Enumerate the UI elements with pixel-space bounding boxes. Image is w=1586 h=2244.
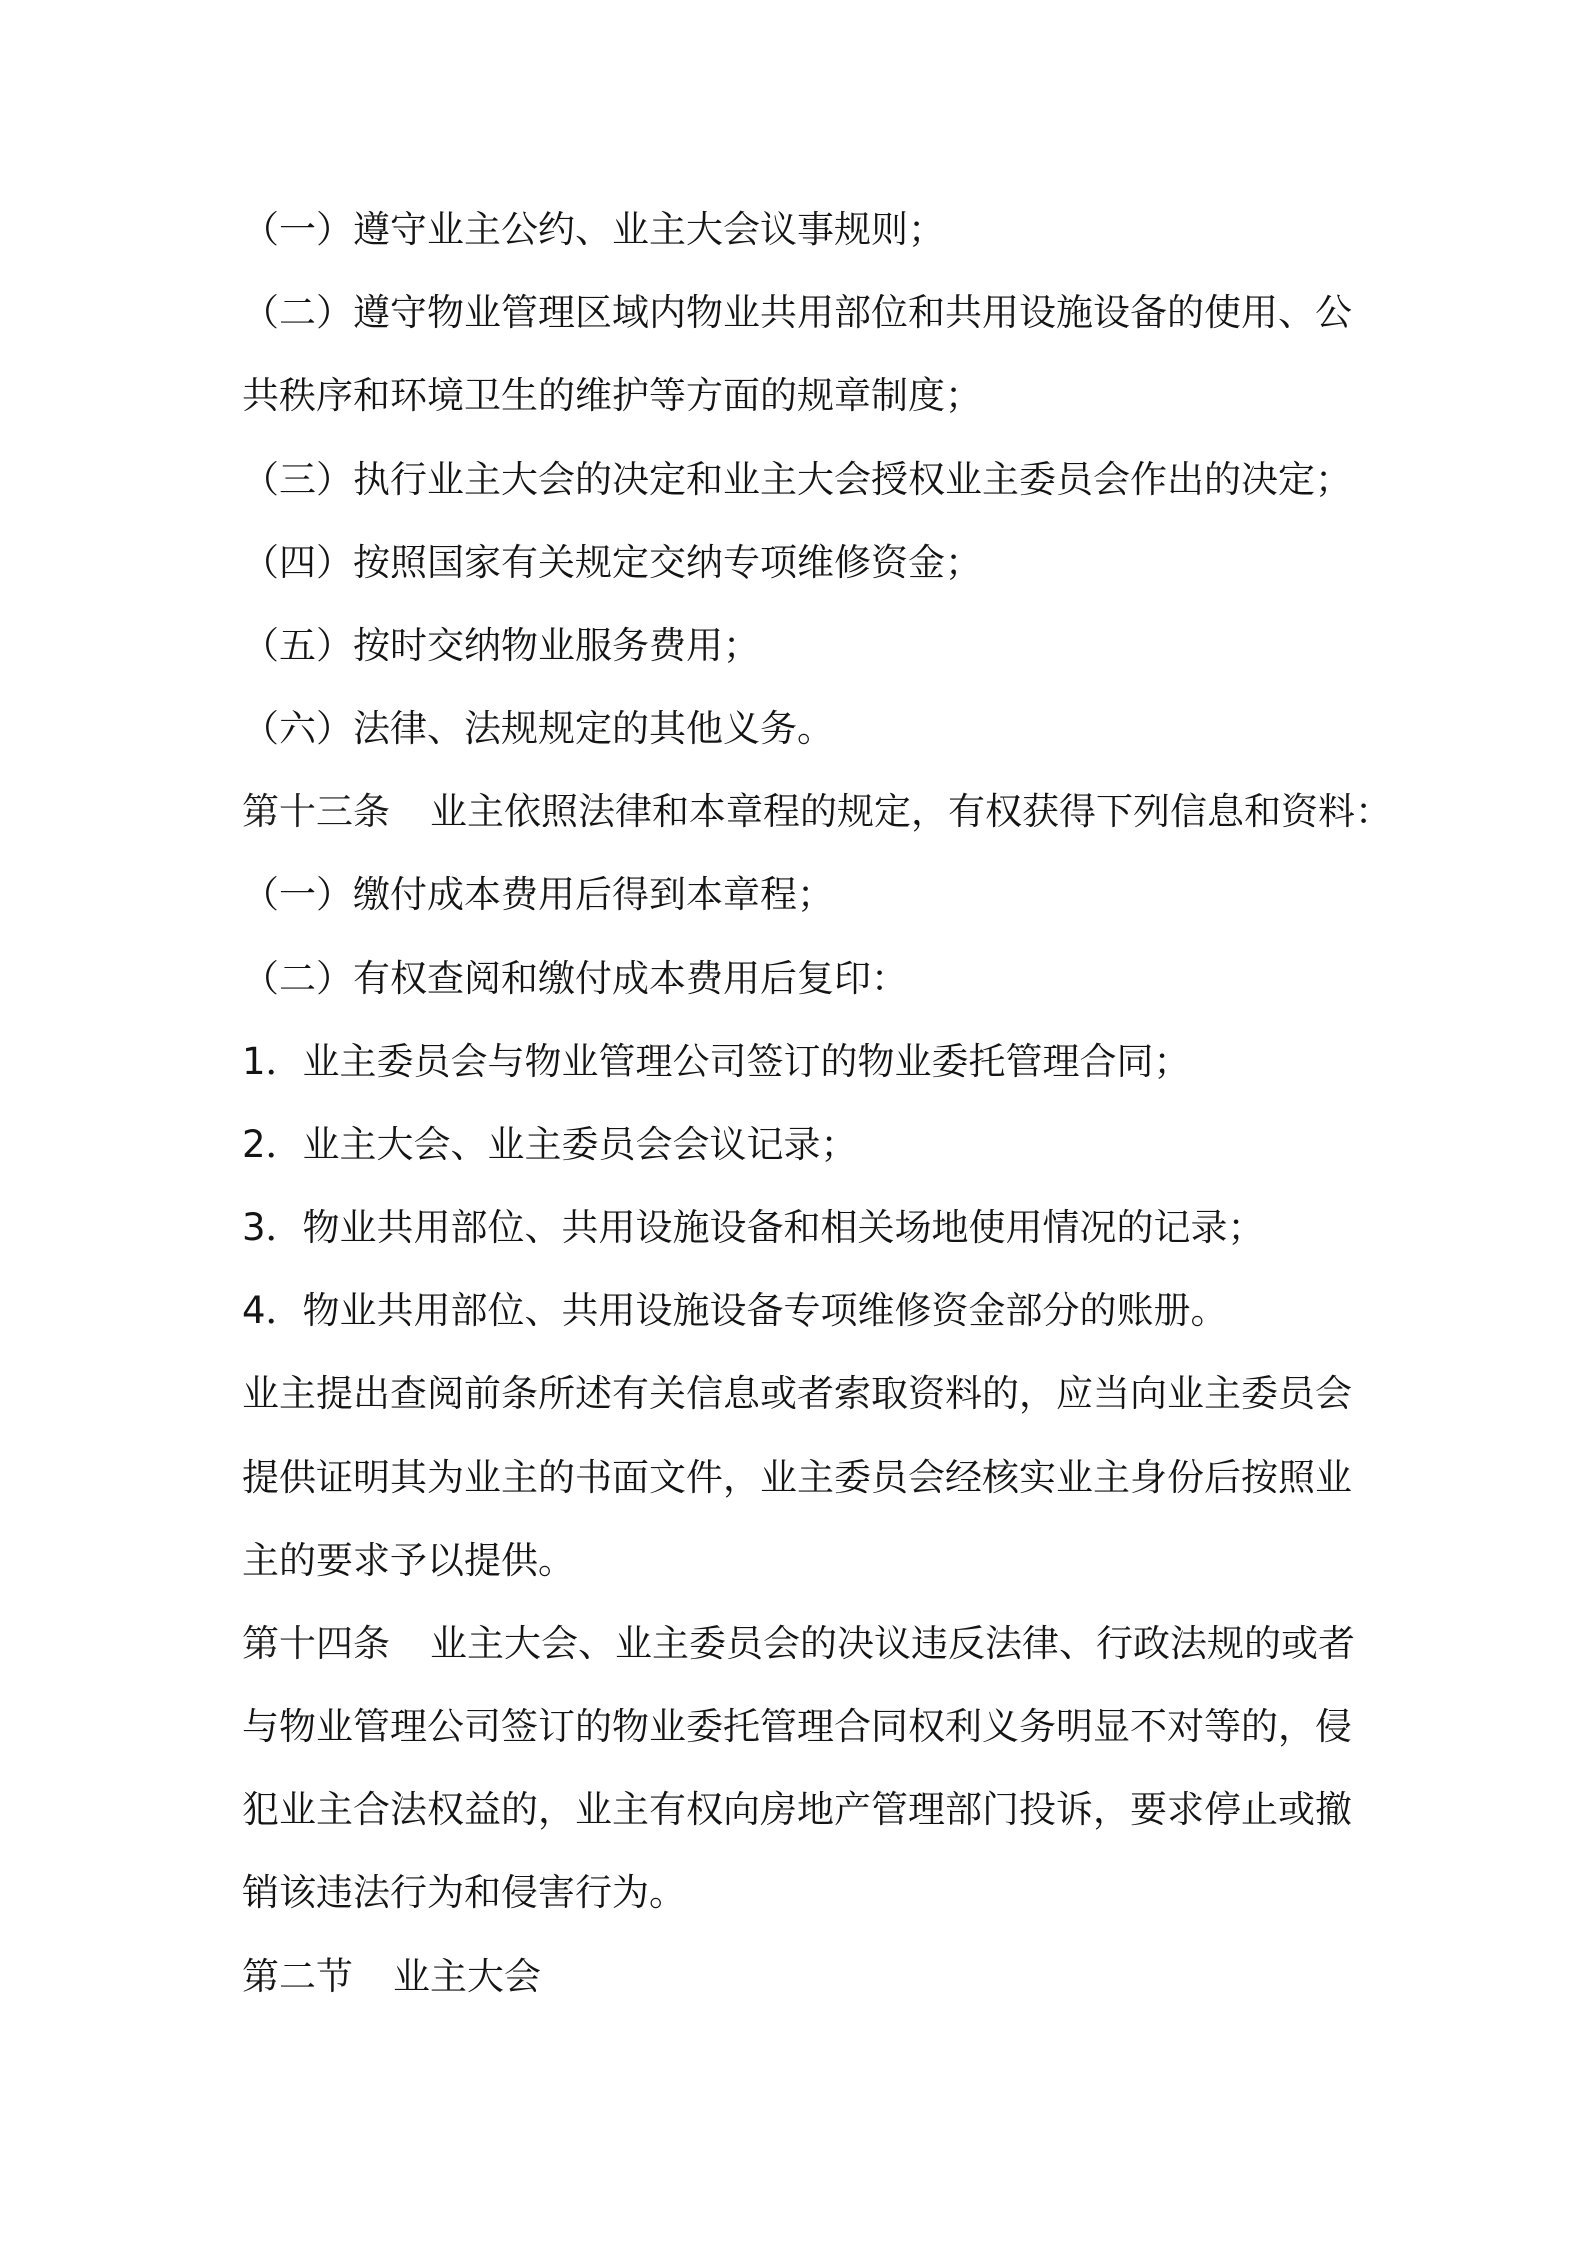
item-line-a4: （三）执行业主大会的决定和业主大会授权业主委员会作出的决定； [242,458,1352,501]
item-line-b4: 2．业主大会、业主委员会会议记录； [242,1123,858,1166]
item-line-a7: （六）法律、法规规定的其他义务。 [242,707,834,750]
article-14-line [242,1620,1355,1668]
item-line-a1: （一）遵守业主公约、业主大会议事规则； [242,208,945,251]
article-13-line [242,788,1392,836]
section-label: 第二节 [242,1955,353,1998]
item-line-b3: 1．业主委员会与物业管理公司签订的物业委托管理合同； [242,1040,1191,1083]
item-line-a6: （五）按时交纳物业服务费用； [242,624,760,667]
item-line-b9: 主的要求予以提供。 [242,1539,575,1582]
item-line-b7: 业主提出查阅前条所述有关信息或者索取资料的，应当向业主委员会 [242,1372,1352,1415]
item-line-c3: 销该违法行为和侵害行为。 [242,1871,686,1914]
section-title: 业主大会 [393,1955,541,1998]
item-line-b1: （一）缴付成本费用后得到本章程； [242,873,834,916]
item-line-c2: 犯业主合法权益的，业主有权向房地产管理部门投诉，要求停止或撤 [242,1788,1352,1831]
item-line-b5: 3．物业共用部位、共用设施设备和相关场地使用情况的记录； [242,1206,1265,1249]
article-13-label: 第十三条 [242,790,390,833]
item-line-b2: （二）有权查阅和缴付成本费用后复印： [242,957,908,1000]
article-13-text: 业主依照法律和本章程的规定，有权获得下列信息和资料： [430,790,1392,833]
item-line-b8: 提供证明其为业主的书面文件，业主委员会经核实业主身份后按照业 [242,1456,1352,1499]
item-line-c1: 与物业管理公司签订的物业委托管理合同权利义务明显不对等的，侵 [242,1705,1352,1748]
item-line-a3: 共秩序和环境卫生的维护等方面的规章制度； [242,374,982,417]
article-14-label: 第十四条 [242,1622,390,1665]
item-line-a5: （四）按照国家有关规定交纳专项维修资金； [242,541,982,584]
item-line-b6: 4．物业共用部位、共用设施设备专项维修资金部分的账册。 [242,1289,1228,1332]
article-14-text: 业主大会、业主委员会的决议违反法律、行政法规的或者 [430,1622,1355,1665]
item-line-a2: （二）遵守物业管理区域内物业共用部位和共用设施设备的使用、公 [242,291,1352,334]
section-heading [242,1953,541,2001]
